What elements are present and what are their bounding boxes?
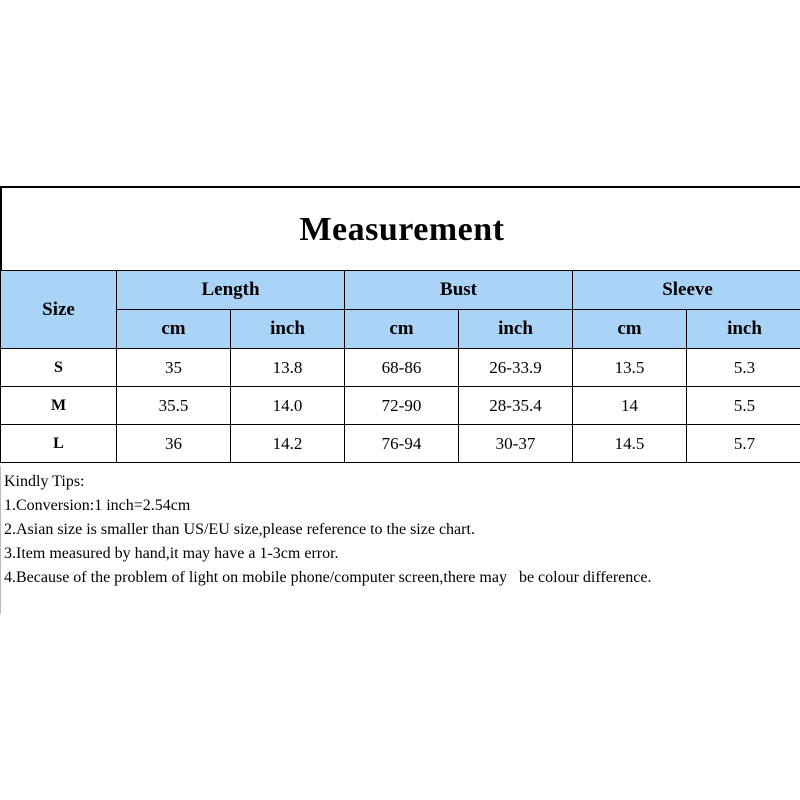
table-cell: 5.7	[687, 425, 800, 463]
table-cell: 28-35.4	[459, 387, 573, 425]
table-cell: 26-33.9	[459, 349, 573, 387]
table-row	[1, 425, 800, 463]
table-cell: 68-86	[345, 349, 459, 387]
chart-title: Measurement	[299, 211, 505, 248]
table-row	[1, 349, 800, 387]
size-table	[0, 270, 800, 463]
table-cell: 13.5	[573, 349, 687, 387]
title-box	[0, 186, 800, 270]
table-cell: 35	[117, 349, 231, 387]
table-cell: 30-37	[459, 425, 573, 463]
unit-header: cm	[117, 310, 231, 349]
unit-header: inch	[459, 310, 573, 349]
measurement-chart	[0, 186, 800, 466]
table-cell: 14.2	[231, 425, 345, 463]
table-cell: 5.5	[687, 387, 800, 425]
table-header-row	[1, 271, 800, 310]
table-cell: 14.5	[573, 425, 687, 463]
kindly-tips	[4, 470, 794, 590]
unit-header: inch	[687, 310, 800, 349]
table-cell: 35.5	[117, 387, 231, 425]
unit-header: cm	[345, 310, 459, 349]
tip-line: 1.Conversion:1 inch=2.54cm	[4, 497, 191, 514]
table-row	[1, 387, 800, 425]
size-cell: M	[1, 387, 117, 425]
size-cell: L	[1, 425, 117, 463]
size-header: Size	[1, 271, 117, 349]
table-cell: 13.8	[231, 349, 345, 387]
group-header-length: Length	[117, 271, 345, 310]
table-cell: 36	[117, 425, 231, 463]
table-cell: 14.0	[231, 387, 345, 425]
tip-line: 2.Asian size is smaller than US/EU size,please reference to the size chart.	[4, 521, 475, 538]
group-header-bust: Bust	[345, 271, 573, 310]
unit-header: inch	[231, 310, 345, 349]
unit-header: cm	[573, 310, 687, 349]
table-cell: 14	[573, 387, 687, 425]
unit-header-row	[1, 310, 800, 349]
table-cell: 5.3	[687, 349, 800, 387]
group-header-sleeve: Sleeve	[573, 271, 800, 310]
size-cell: S	[1, 349, 117, 387]
tip-line: 3.Item measured by hand,it may have a 1-3cm error.	[4, 545, 339, 562]
table-cell: 72-90	[345, 387, 459, 425]
tip-line: 4.Because of the problem of light on mobile phone/computer screen,there may be colour difference.	[4, 569, 652, 586]
table-cell: 76-94	[345, 425, 459, 463]
left-rule	[0, 466, 1, 614]
tips-heading: Kindly Tips:	[4, 473, 85, 490]
